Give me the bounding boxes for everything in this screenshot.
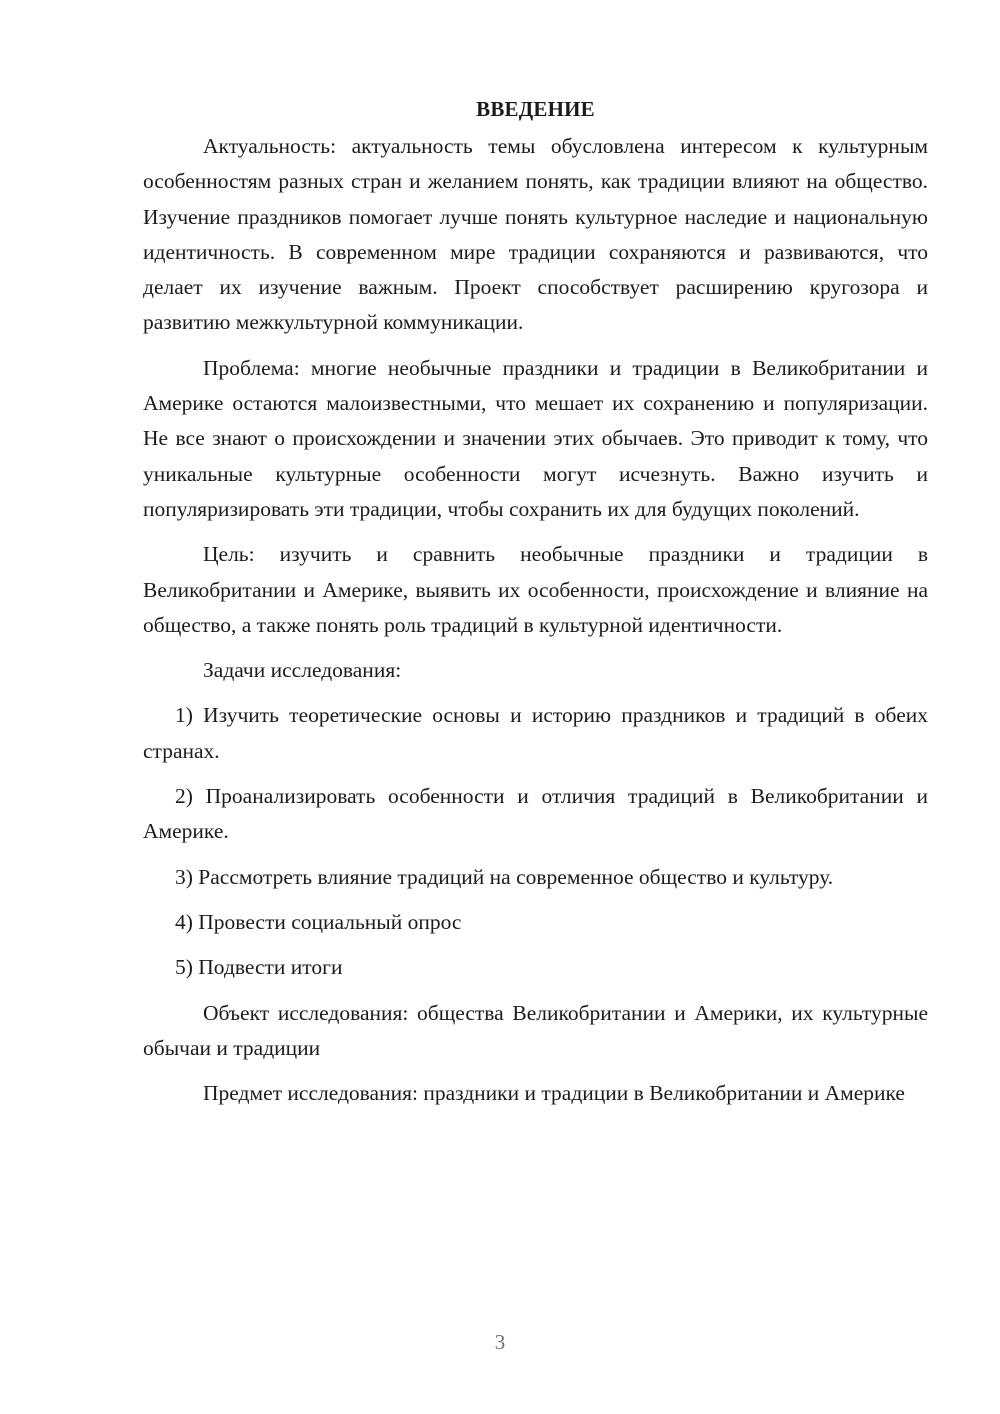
section-heading: ВВЕДЕНИЕ (476, 97, 595, 121)
document-page (143, 94, 928, 1111)
problem-paragraph: Проблема: многие необычные праздники и традиции в Великобритании и Америке остаются малоизвестными, что мешает их сохранению и популяризации. Не все знают о происхождении и значении этих обычаев. Это приводит к тому, что уникальные культурные особенности могут исчезнуть. Важно изучить и популяризировать эти традиции, чтобы сохранить их для будущих поколений. (143, 355, 928, 521)
task-item-2: 2) Проанализировать особенности и отличия традиций в Великобритании и Америке. (143, 784, 928, 844)
goal-paragraph: Цель: изучить и сравнить необычные праздники и традиции в Великобритании и Америке, выявить их особенности, происхождение и влияние на общество, а также понять роль традиций в культурной идентичности. (143, 542, 928, 637)
subject-paragraph: Предмет исследования: праздники и традиции в Великобритании и Америке (203, 1081, 905, 1106)
object-paragraph: Объект исследования: общества Великобритании и Америки, их культурные обычаи и традиции (143, 1000, 928, 1060)
relevance-paragraph: Актуальность: актуальность темы обусловлена интересом к культурным особенностям разных стран и желанием понять, как традиции влияют на общество. Изучение праздников помогает лучше понять культурное наследие и национальную идентичность. В современном мире традиции сохраняются и развиваются, что делает их изучение важным. Проект способствует расширению кругозора и развитию межкультурной коммуникации. (143, 134, 928, 335)
task-item-4: 4) Провести социальный опрос (175, 909, 462, 934)
page-number: 3 (494, 1330, 506, 1354)
task-item-1: 1) Изучить теоретические основы и историю праздников и традиций в обеих странах. (143, 703, 928, 763)
tasks-title: Задачи исследования: (203, 658, 402, 683)
task-item-3: 3) Рассмотреть влияние традиций на современное общество и культуру. (175, 864, 834, 889)
task-item-5: 5) Подвести итоги (175, 955, 343, 980)
